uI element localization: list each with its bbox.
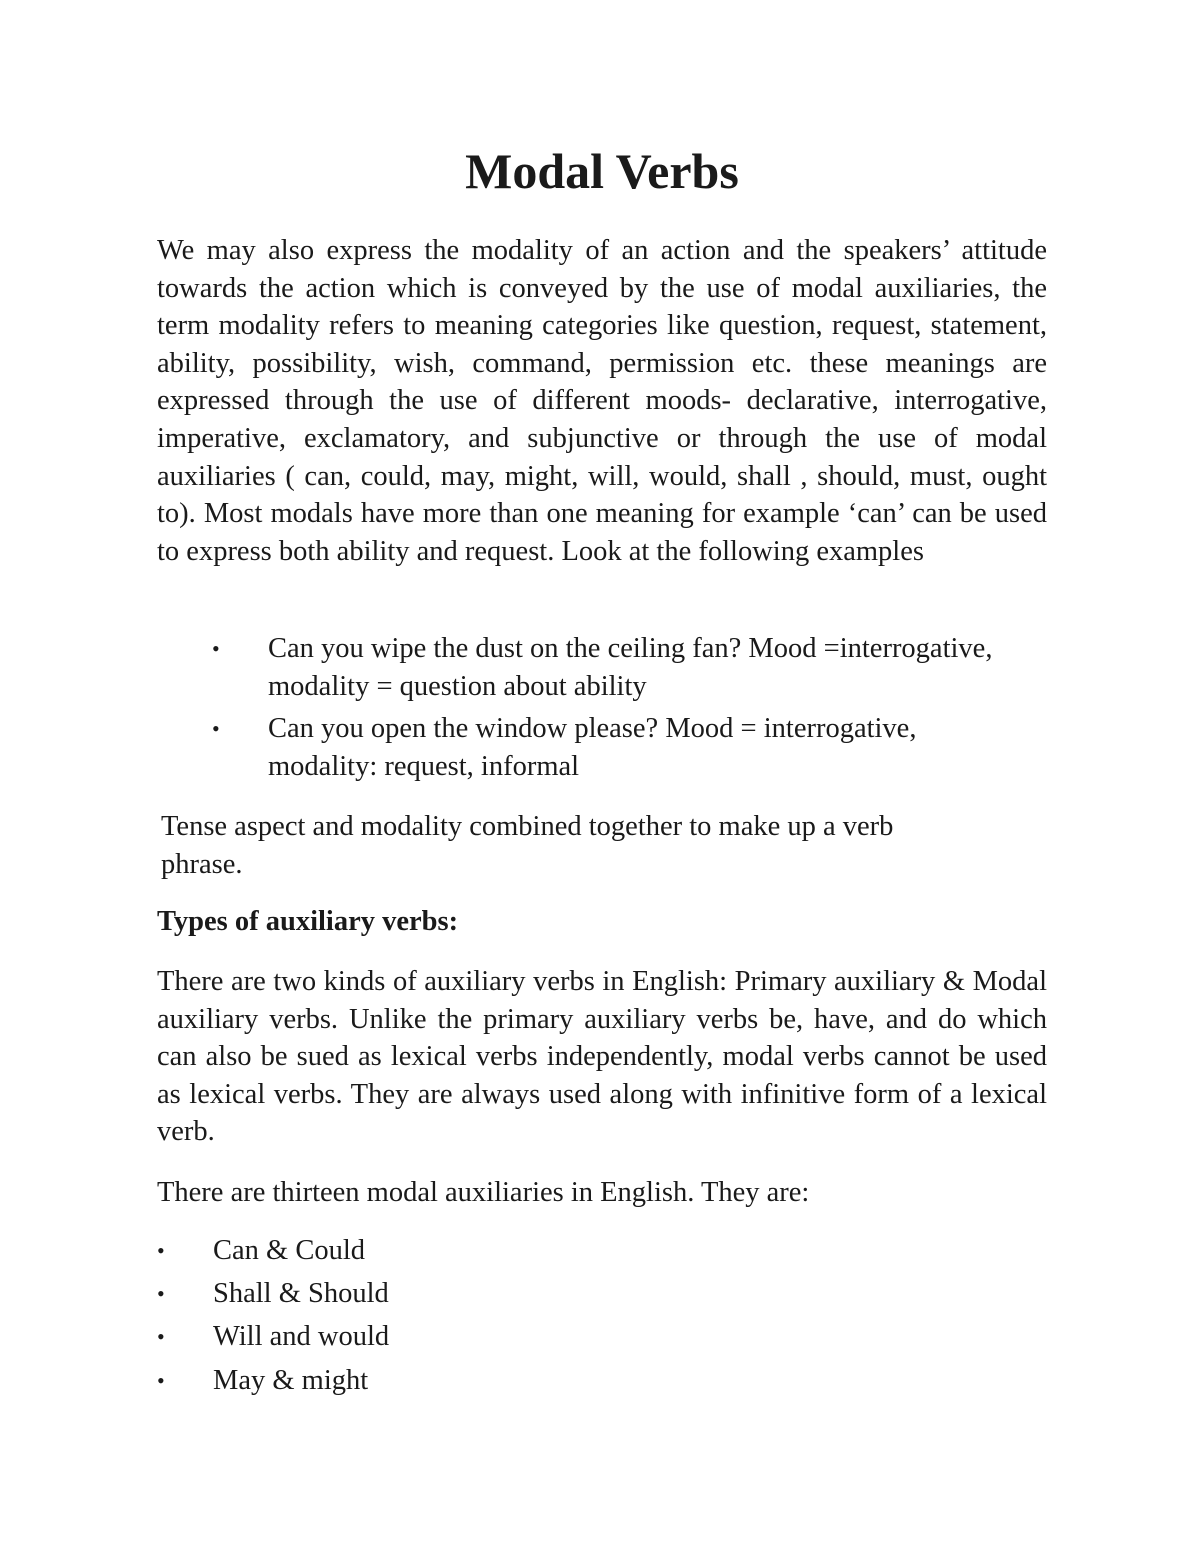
list-item bbox=[157, 1232, 389, 1270]
bullet-icon: • bbox=[212, 716, 220, 742]
examples-list bbox=[157, 630, 1047, 790]
list-item bbox=[157, 710, 1028, 785]
types-heading: Types of auxiliary verbs: bbox=[157, 906, 459, 937]
modal-list bbox=[157, 1232, 389, 1405]
list-item bbox=[157, 1275, 389, 1313]
bullet-icon: • bbox=[157, 1367, 165, 1393]
modal-pair-text: Shall & Should bbox=[213, 1278, 389, 1310]
modal-pair-text: Will and would bbox=[213, 1321, 390, 1353]
example-text: Can you wipe the dust on the ceiling fan? Mood =interrogative, modality = question about ability bbox=[268, 633, 993, 702]
list-item bbox=[157, 1362, 389, 1400]
list-item bbox=[157, 630, 1028, 705]
bullet-icon: • bbox=[212, 636, 220, 661]
types-paragraph: There are two kinds of auxiliary verbs in English: Primary auxiliary & Modal auxiliary verbs. Unlike the primary auxiliary verbs be, have, and do which can also be sued as lexical verbs independently, modal verbs cannot be used as lexical verbs. They are always used along with infinitive form of a lexical verb. bbox=[157, 966, 1047, 1148]
tense-paragraph: Tense aspect and modality combined together to make up a verb phrase. bbox=[161, 811, 894, 880]
bullet-icon: • bbox=[157, 1238, 165, 1263]
modal-pair-text: May & might bbox=[213, 1364, 369, 1396]
example-text: Can you open the window please? Mood = interrogative, modality: request, informal bbox=[268, 713, 917, 782]
intro-paragraph: We may also express the modality of an action and the speakers’ attitude towards the action which is conveyed by the use of modal auxiliaries, the term modality refers to meaning categories like question, request, statement, ability, possibility, wish, command, permission etc. these meanings are expressed through the use of different moods- declarative, interrogative, imperative, exclamatory, and subjunctive or through the use of modal auxiliaries ( can, could, may, might, will, would, shall , should, must, ought to). Most modals have more than one meaning for example ‘can’ can be used to express both ability and request. Look at the following examples bbox=[157, 235, 1047, 567]
bullet-icon: • bbox=[157, 1324, 165, 1350]
modal-pair-text: Can & Could bbox=[213, 1235, 366, 1266]
page-title: Modal Verbs bbox=[465, 143, 739, 199]
list-item bbox=[157, 1318, 389, 1356]
bullet-icon: • bbox=[157, 1281, 165, 1307]
thirteen-paragraph: There are thirteen modal auxiliaries in English. They are: bbox=[157, 1177, 810, 1208]
